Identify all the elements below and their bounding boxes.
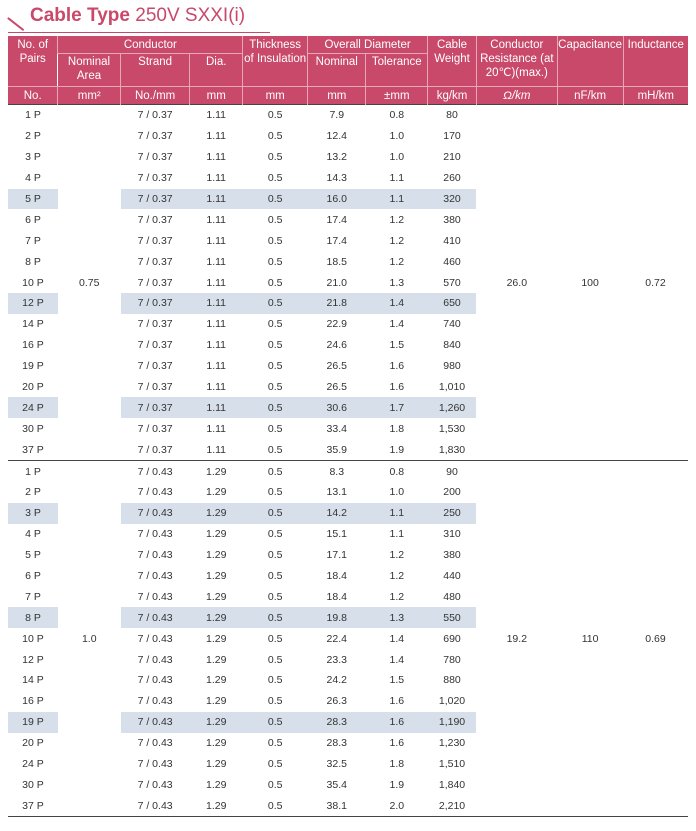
insulation-cell: 0.5 [267, 758, 283, 771]
strand-cell: 7 / 0.43 [137, 549, 173, 562]
insulation-cell: 0.5 [267, 360, 283, 373]
pairs-cell: 5 P [25, 549, 41, 562]
strand-cell: 7 / 0.37 [137, 276, 173, 289]
tolerance-cell: 1.4 [389, 653, 405, 666]
tolerance-cell: 1.4 [366, 293, 428, 314]
pairs-cell: 20 P [22, 381, 44, 394]
tolerance-cell: 1.2 [389, 590, 405, 603]
insulation-cell: 0.5 [267, 778, 283, 791]
tolerance-cell: 1.0 [389, 151, 405, 164]
strand-cell: 7 / 0.37 [121, 105, 190, 126]
unit-cell: No./mm [121, 87, 190, 105]
weight-cell: 250 [428, 503, 477, 524]
unit-cell: ±mm [366, 87, 428, 105]
pairs-cell: 24 P [22, 758, 44, 771]
weight-cell: 840 [443, 339, 461, 352]
resistance-cell: 26.0 [476, 105, 557, 461]
strand-cell: 7 / 0.43 [137, 674, 173, 687]
nominal-diameter-cell: 22.4 [326, 632, 347, 645]
weight-cell: 550 [428, 607, 477, 628]
weight-cell: 650 [428, 293, 477, 314]
header-overall-diameter: Overall Diameter [308, 36, 428, 54]
pairs-cell: 12 P [22, 653, 44, 666]
nominal-diameter-cell: 24.6 [326, 339, 347, 352]
tolerance-cell: 1.4 [389, 318, 405, 331]
strand-cell: 7 / 0.37 [137, 151, 173, 164]
weight-cell: 170 [443, 130, 461, 143]
weight-cell: 410 [443, 234, 461, 247]
pairs-cell: 8 P [25, 255, 41, 268]
table-row [8, 461, 688, 482]
strand-cell: 7 / 0.43 [137, 528, 173, 541]
nominal-area-cell: 0.75 [58, 105, 121, 461]
tolerance-cell: 1.5 [389, 339, 405, 352]
strand-cell: 7 / 0.37 [137, 443, 173, 456]
dia-cell: 1.11 [206, 151, 227, 164]
nominal-diameter-cell: 13.2 [326, 151, 347, 164]
dia-cell: 1.29 [205, 695, 227, 708]
header-capacitance: Capacitance [557, 36, 623, 87]
nominal-diameter-cell: 35.9 [326, 443, 347, 456]
title-slash-icon [8, 11, 26, 25]
insulation-cell: 0.5 [243, 461, 308, 482]
nominal-diameter-cell: 26.5 [326, 360, 347, 373]
pairs-cell: 7 P [25, 590, 41, 603]
strand-cell: 7 / 0.37 [121, 293, 190, 314]
dia-cell: 1.11 [190, 105, 243, 126]
unit-cell: Ω/km [476, 87, 557, 105]
dia-cell: 1.29 [205, 570, 227, 583]
pairs-cell: 4 P [25, 528, 41, 541]
dia-cell: 1.29 [205, 737, 227, 750]
pairs-cell: 4 P [25, 172, 41, 185]
tolerance-cell: 1.1 [366, 503, 428, 524]
nominal-diameter-cell: 35.4 [326, 778, 347, 791]
insulation-cell: 0.5 [243, 503, 308, 524]
strand-cell: 7 / 0.43 [121, 607, 190, 628]
tolerance-cell: 1.2 [389, 570, 405, 583]
unit-cell: mH/km [623, 87, 688, 105]
strand-cell: 7 / 0.43 [121, 712, 190, 733]
strand-cell: 7 / 0.37 [137, 318, 173, 331]
insulation-cell: 0.5 [267, 381, 283, 394]
weight-cell: 80 [428, 105, 477, 126]
pairs-cell: 19 P [8, 712, 58, 733]
title-text [30, 5, 245, 27]
weight-cell: 210 [443, 151, 461, 164]
dia-cell: 1.29 [205, 778, 227, 791]
unit-cell: kg/km [428, 87, 477, 105]
page-title [8, 3, 268, 31]
weight-cell: 200 [443, 486, 461, 499]
nominal-diameter-cell: 18.5 [326, 255, 347, 268]
pairs-cell: 6 P [25, 213, 41, 226]
dia-cell: 1.11 [190, 293, 243, 314]
strand-cell: 7 / 0.43 [137, 758, 173, 771]
pairs-cell: 14 P [22, 318, 44, 331]
pairs-cell: 7 P [25, 234, 41, 247]
strand-cell: 7 / 0.43 [137, 653, 173, 666]
nominal-diameter-cell: 17.4 [326, 234, 347, 247]
insulation-cell: 0.5 [267, 590, 283, 603]
dia-cell: 1.11 [206, 213, 227, 226]
weight-cell: 880 [443, 674, 461, 687]
weight-cell: 780 [443, 653, 461, 666]
weight-cell: 460 [443, 255, 461, 268]
unit-cell: nF/km [557, 87, 623, 105]
unit-cell: No. [8, 87, 58, 105]
tolerance-cell: 0.8 [366, 461, 428, 482]
tolerance-cell: 0.8 [366, 105, 428, 126]
pairs-cell: 2 P [25, 486, 41, 499]
pairs-cell: 30 P [22, 778, 44, 791]
tolerance-cell: 1.1 [389, 528, 405, 541]
pairs-cell: 30 P [22, 422, 44, 435]
tolerance-cell: 1.1 [389, 172, 405, 185]
nominal-area-cell: 1.0 [58, 461, 121, 817]
dia-cell: 1.29 [205, 758, 227, 771]
strand-cell: 7 / 0.43 [137, 590, 173, 603]
pairs-cell: 3 P [25, 151, 41, 164]
weight-cell: 570 [443, 276, 461, 289]
dia-cell: 1.11 [206, 318, 227, 331]
insulation-cell: 0.5 [243, 293, 308, 314]
tolerance-cell: 1.0 [389, 486, 405, 499]
dia-cell: 1.11 [206, 255, 227, 268]
header-nominal-area: Nominal Area [58, 54, 121, 87]
weight-cell: 380 [443, 549, 461, 562]
header-thickness: Thickness of Insulation [243, 36, 308, 87]
nominal-diameter-cell: 30.6 [308, 397, 366, 418]
tolerance-cell: 1.6 [389, 381, 405, 394]
dia-cell: 1.11 [190, 397, 243, 418]
inductance-cell: 0.69 [623, 461, 688, 817]
nominal-diameter-cell: 17.4 [326, 213, 347, 226]
tolerance-cell: 1.2 [389, 213, 405, 226]
weight-cell: 1,010 [438, 381, 466, 394]
insulation-cell: 0.5 [267, 570, 283, 583]
title-underline [8, 32, 270, 33]
insulation-cell: 0.5 [243, 105, 308, 126]
header-conductor: Conductor [58, 36, 243, 54]
strand-cell: 7 / 0.37 [121, 189, 190, 210]
dia-cell: 1.29 [205, 674, 227, 687]
cable-spec-table [8, 36, 688, 817]
header-inductance: Inductance [623, 36, 688, 87]
nominal-diameter-cell: 12.4 [326, 130, 347, 143]
strand-cell: 7 / 0.43 [137, 486, 173, 499]
tolerance-cell: 1.7 [366, 397, 428, 418]
pairs-cell: 12 P [8, 293, 58, 314]
header-conductor-resistance: Conductor Resistance (at 20℃)(max.) [476, 36, 557, 87]
weight-cell: 1,260 [428, 397, 477, 418]
insulation-cell: 0.5 [243, 397, 308, 418]
pairs-cell: 37 P [8, 795, 58, 816]
tolerance-cell: 1.9 [389, 443, 405, 456]
strand-cell: 7 / 0.43 [137, 737, 173, 750]
strand-cell: 7 / 0.43 [121, 795, 190, 816]
dia-cell: 1.11 [206, 276, 227, 289]
nominal-diameter-cell: 13.1 [326, 486, 347, 499]
dia-cell: 1.29 [190, 607, 243, 628]
resistance-cell: 19.2 [476, 461, 557, 817]
tolerance-cell: 1.4 [389, 632, 405, 645]
strand-cell: 7 / 0.43 [137, 570, 173, 583]
tolerance-cell: 1.6 [389, 360, 405, 373]
nominal-diameter-cell: 14.3 [326, 172, 347, 185]
pairs-cell: 20 P [22, 737, 44, 750]
nominal-diameter-cell: 26.3 [326, 695, 347, 708]
nominal-diameter-cell: 33.4 [326, 422, 347, 435]
pairs-cell: 10 P [22, 276, 44, 289]
tolerance-cell: 1.0 [389, 130, 405, 143]
weight-cell: 1,830 [438, 443, 466, 456]
pairs-cell: 19 P [22, 360, 44, 373]
strand-cell: 7 / 0.43 [137, 632, 173, 645]
insulation-cell: 0.5 [267, 695, 283, 708]
tolerance-cell: 1.1 [366, 189, 428, 210]
unit-cell: mm² [58, 87, 121, 105]
pairs-cell: 5 P [8, 189, 58, 210]
strand-cell: 7 / 0.37 [137, 339, 173, 352]
pairs-cell: 1 P [8, 105, 58, 126]
tolerance-cell: 1.3 [389, 276, 405, 289]
insulation-cell: 0.5 [267, 653, 283, 666]
insulation-cell: 0.5 [267, 151, 283, 164]
pairs-cell: 1 P [8, 461, 58, 482]
header-nominal: Nominal [308, 54, 366, 87]
insulation-cell: 0.5 [267, 528, 283, 541]
dia-cell: 1.29 [205, 632, 227, 645]
tolerance-cell: 1.3 [366, 607, 428, 628]
dia-cell: 1.11 [206, 381, 227, 394]
pairs-cell: 16 P [22, 695, 44, 708]
dia-cell: 1.29 [205, 528, 227, 541]
insulation-cell: 0.5 [267, 737, 283, 750]
pairs-cell: 14 P [22, 674, 44, 687]
header-strand: Strand [121, 54, 190, 87]
unit-cell: mm [190, 87, 243, 105]
insulation-cell: 0.5 [267, 213, 283, 226]
insulation-cell: 0.5 [267, 255, 283, 268]
nominal-diameter-cell: 22.9 [326, 318, 347, 331]
tolerance-cell: 1.6 [389, 695, 405, 708]
insulation-cell: 0.5 [267, 674, 283, 687]
weight-cell: 1,530 [438, 422, 466, 435]
weight-cell: 260 [443, 172, 461, 185]
table-row [8, 105, 688, 126]
dia-cell: 1.29 [190, 795, 243, 816]
capacitance-cell: 110 [557, 461, 623, 817]
header-cable-weight: Cable Weight [428, 36, 477, 87]
unit-cell: mm [243, 87, 308, 105]
insulation-cell: 0.5 [267, 339, 283, 352]
nominal-diameter-cell: 7.9 [308, 105, 366, 126]
nominal-diameter-cell: 15.1 [326, 528, 347, 541]
strand-cell: 7 / 0.37 [137, 255, 173, 268]
header-dia: Dia. [190, 54, 243, 87]
title-rest: 250V SXXI(i) [135, 5, 246, 26]
nominal-diameter-cell: 38.1 [308, 795, 366, 816]
tolerance-cell: 1.6 [389, 737, 405, 750]
insulation-cell: 0.5 [267, 276, 283, 289]
nominal-diameter-cell: 28.3 [308, 712, 366, 733]
pairs-cell: 37 P [22, 443, 44, 456]
dia-cell: 1.29 [190, 712, 243, 733]
pairs-cell: 16 P [22, 339, 44, 352]
strand-cell: 7 / 0.37 [137, 360, 173, 373]
dia-cell: 1.29 [190, 461, 243, 482]
nominal-diameter-cell: 8.3 [308, 461, 366, 482]
dia-cell: 1.29 [205, 486, 227, 499]
weight-cell: 690 [443, 632, 461, 645]
strand-cell: 7 / 0.37 [137, 172, 173, 185]
weight-cell: 1,190 [428, 712, 477, 733]
tolerance-cell: 1.6 [366, 712, 428, 733]
insulation-cell: 0.5 [243, 712, 308, 733]
pairs-cell: 6 P [25, 570, 41, 583]
nominal-diameter-cell: 26.5 [326, 381, 347, 394]
insulation-cell: 0.5 [267, 632, 283, 645]
title-prefix: Cable Type [30, 5, 130, 26]
tolerance-cell: 1.2 [389, 549, 405, 562]
dia-cell: 1.11 [206, 130, 227, 143]
dia-cell: 1.11 [206, 339, 227, 352]
pairs-cell: 2 P [25, 130, 41, 143]
nominal-diameter-cell: 14.2 [308, 503, 366, 524]
unit-cell: mm [308, 87, 366, 105]
strand-cell: 7 / 0.43 [121, 503, 190, 524]
dia-cell: 1.11 [206, 422, 227, 435]
nominal-diameter-cell: 18.4 [326, 590, 347, 603]
weight-cell: 980 [443, 360, 461, 373]
tolerance-cell: 1.9 [389, 778, 405, 791]
nominal-diameter-cell: 23.3 [326, 653, 347, 666]
nominal-diameter-cell: 21.0 [326, 276, 347, 289]
weight-cell: 740 [443, 318, 461, 331]
tolerance-cell: 1.8 [389, 758, 405, 771]
insulation-cell: 0.5 [243, 795, 308, 816]
insulation-cell: 0.5 [267, 443, 283, 456]
insulation-cell: 0.5 [267, 486, 283, 499]
nominal-diameter-cell: 17.1 [326, 549, 347, 562]
nominal-diameter-cell: 16.0 [308, 189, 366, 210]
weight-cell: 1,230 [438, 737, 466, 750]
insulation-cell: 0.5 [267, 234, 283, 247]
weight-cell: 310 [443, 528, 461, 541]
nominal-diameter-cell: 19.8 [308, 607, 366, 628]
nominal-diameter-cell: 32.5 [326, 758, 347, 771]
weight-cell: 380 [443, 213, 461, 226]
insulation-cell: 0.5 [243, 607, 308, 628]
header-no-of-pairs: No. of Pairs [8, 36, 58, 87]
tolerance-cell: 1.2 [389, 234, 405, 247]
weight-cell: 1,020 [438, 695, 466, 708]
insulation-cell: 0.5 [267, 318, 283, 331]
nominal-diameter-cell: 18.4 [326, 570, 347, 583]
pairs-cell: 8 P [8, 607, 58, 628]
strand-cell: 7 / 0.37 [137, 213, 173, 226]
insulation-cell: 0.5 [243, 189, 308, 210]
dia-cell: 1.29 [190, 503, 243, 524]
insulation-cell: 0.5 [267, 130, 283, 143]
dia-cell: 1.29 [205, 653, 227, 666]
inductance-cell: 0.72 [623, 105, 688, 461]
pairs-cell: 10 P [22, 632, 44, 645]
tolerance-cell: 1.5 [389, 674, 405, 687]
dia-cell: 1.29 [205, 590, 227, 603]
weight-cell: 2,210 [428, 795, 477, 816]
tolerance-cell: 1.8 [389, 422, 405, 435]
weight-cell: 440 [443, 570, 461, 583]
insulation-cell: 0.5 [267, 549, 283, 562]
header-tolerance: Tolerance [366, 54, 428, 87]
strand-cell: 7 / 0.43 [121, 461, 190, 482]
weight-cell: 320 [428, 189, 477, 210]
strand-cell: 7 / 0.43 [137, 778, 173, 791]
nominal-diameter-cell: 21.8 [308, 293, 366, 314]
weight-cell: 1,840 [438, 778, 466, 791]
strand-cell: 7 / 0.37 [137, 381, 173, 394]
weight-cell: 1,510 [438, 758, 466, 771]
strand-cell: 7 / 0.43 [137, 695, 173, 708]
dia-cell: 1.11 [190, 189, 243, 210]
dia-cell: 1.29 [205, 549, 227, 562]
capacitance-cell: 100 [557, 105, 623, 461]
strand-cell: 7 / 0.37 [137, 130, 173, 143]
pairs-cell: 24 P [8, 397, 58, 418]
nominal-diameter-cell: 28.3 [326, 737, 347, 750]
strand-cell: 7 / 0.37 [137, 422, 173, 435]
insulation-cell: 0.5 [267, 422, 283, 435]
strand-cell: 7 / 0.37 [137, 234, 173, 247]
insulation-cell: 0.5 [267, 172, 283, 185]
tolerance-cell: 2.0 [366, 795, 428, 816]
pairs-cell: 3 P [8, 503, 58, 524]
nominal-diameter-cell: 24.2 [326, 674, 347, 687]
weight-cell: 90 [428, 461, 477, 482]
tolerance-cell: 1.2 [389, 255, 405, 268]
dia-cell: 1.11 [206, 360, 227, 373]
weight-cell: 480 [443, 590, 461, 603]
dia-cell: 1.11 [206, 172, 227, 185]
dia-cell: 1.11 [206, 443, 227, 456]
dia-cell: 1.11 [206, 234, 227, 247]
table-body [8, 105, 688, 817]
strand-cell: 7 / 0.37 [121, 397, 190, 418]
